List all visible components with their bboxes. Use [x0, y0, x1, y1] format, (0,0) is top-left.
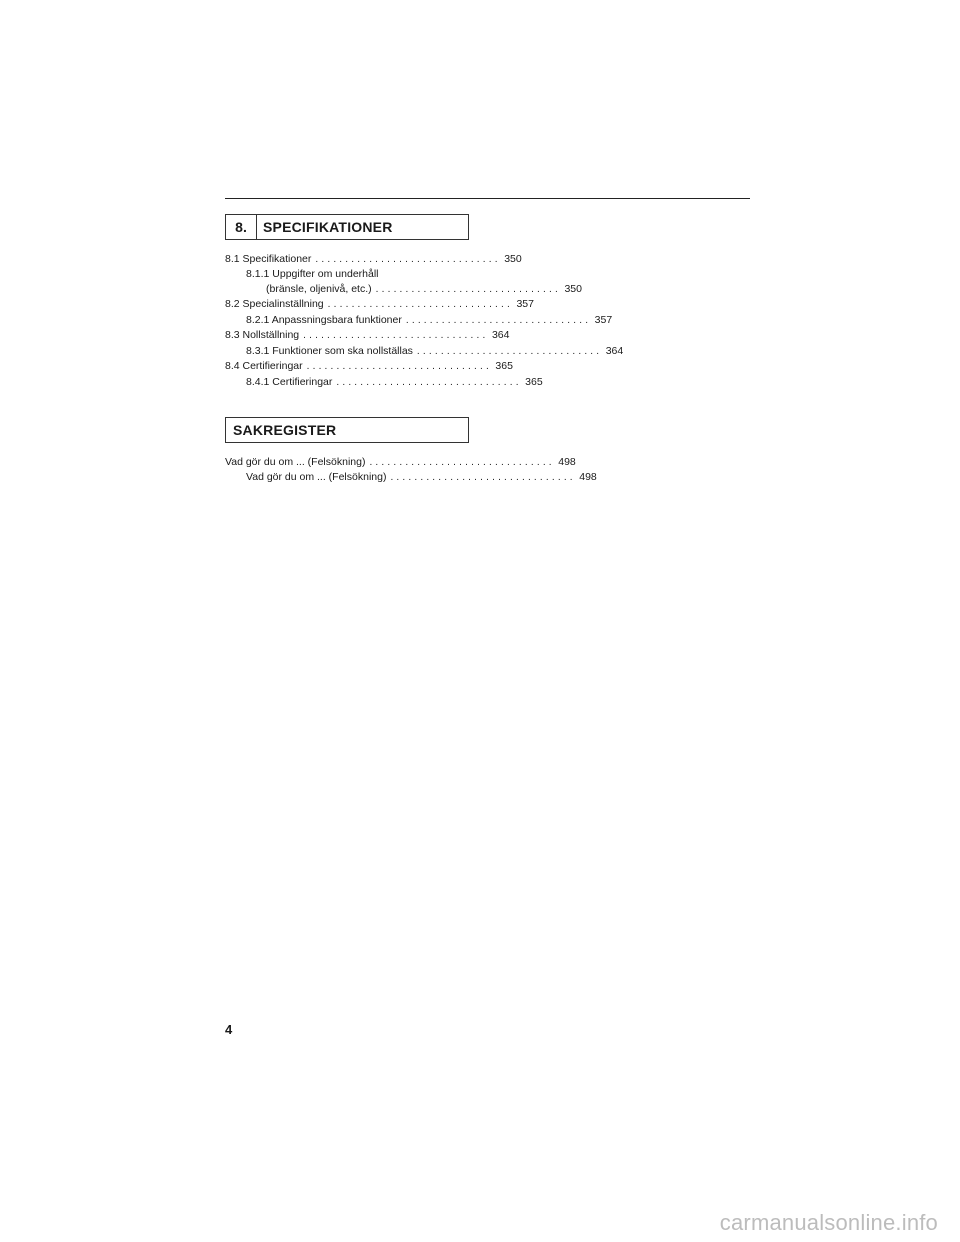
toc-entry-text: 8.2.1 Anpassningsbara funktioner: [246, 314, 402, 326]
toc-entry-text: (bränsle, oljenivå, etc.): [266, 283, 372, 295]
chapter-heading-box: [225, 214, 469, 240]
toc-entry-text: 8.2 Specialinställning: [225, 298, 324, 310]
index-entry-text: Vad gör du om ... (Felsökning): [246, 471, 387, 483]
index-entry-page: 498: [579, 471, 597, 483]
toc-leader: ...............................: [369, 457, 555, 468]
toc-entry-page: 364: [605, 345, 624, 357]
toc-entry[interactable]: [225, 252, 522, 267]
toc-entry-page: 365: [525, 376, 543, 388]
toc-entry-text: 8.4.1 Certifieringar: [246, 376, 333, 388]
toc-entry-text: 8.1 Specifikationer: [225, 253, 312, 265]
toc-entry[interactable]: [246, 313, 613, 328]
toc-entry-page: 350: [564, 283, 582, 295]
toc-leader: ...............................: [327, 299, 513, 310]
chapter-number: 8.: [226, 215, 257, 239]
toc-entry[interactable]: [225, 297, 534, 312]
index-entry[interactable]: [246, 470, 597, 485]
watermark: carmanualsonline.info: [719, 1210, 938, 1235]
toc-entry-page: 364: [491, 329, 510, 341]
toc-entry-text: 8.4 Certifieringar: [225, 360, 303, 372]
index-entry-page: 498: [558, 456, 576, 468]
toc-leader: ...............................: [336, 377, 522, 388]
index-heading-box: [225, 417, 469, 443]
toc-entry-text: 8.1.1 Uppgifter om underhåll: [246, 268, 379, 280]
toc-leader: ...............................: [315, 254, 501, 265]
toc-leader: ...............................: [390, 472, 576, 483]
toc-entry[interactable]: [225, 328, 510, 343]
toc-leader: ...............................: [405, 315, 592, 326]
toc-entry[interactable]: [246, 375, 543, 390]
toc-entry[interactable]: [225, 359, 513, 374]
toc-leader: ...............................: [303, 330, 489, 341]
index-title: SAKREGISTER: [233, 422, 337, 438]
index-entry[interactable]: [225, 455, 576, 470]
toc-leader: ...............................: [375, 284, 561, 295]
toc-entry[interactable]: [246, 267, 469, 282]
toc-entry-page: 357: [594, 314, 613, 326]
toc-entry-page: 350: [504, 253, 522, 265]
page-number: 4: [225, 1022, 233, 1037]
index-entry-text: Vad gör du om ... (Felsökning): [225, 456, 366, 468]
toc-leader: ...............................: [416, 346, 603, 357]
toc-entry-page: 357: [516, 298, 534, 310]
chapter-title: SPECIFIKATIONER: [263, 219, 393, 235]
toc-entry-text: 8.3 Nollställning: [225, 329, 300, 341]
header-rule: [225, 198, 750, 199]
toc-entry-text: 8.3.1 Funktioner som ska nollställas: [246, 345, 413, 357]
toc-entry-page: 365: [495, 360, 513, 372]
toc-leader: ...............................: [306, 361, 492, 372]
toc-entry[interactable]: [266, 282, 582, 297]
toc-entry[interactable]: [246, 344, 624, 359]
